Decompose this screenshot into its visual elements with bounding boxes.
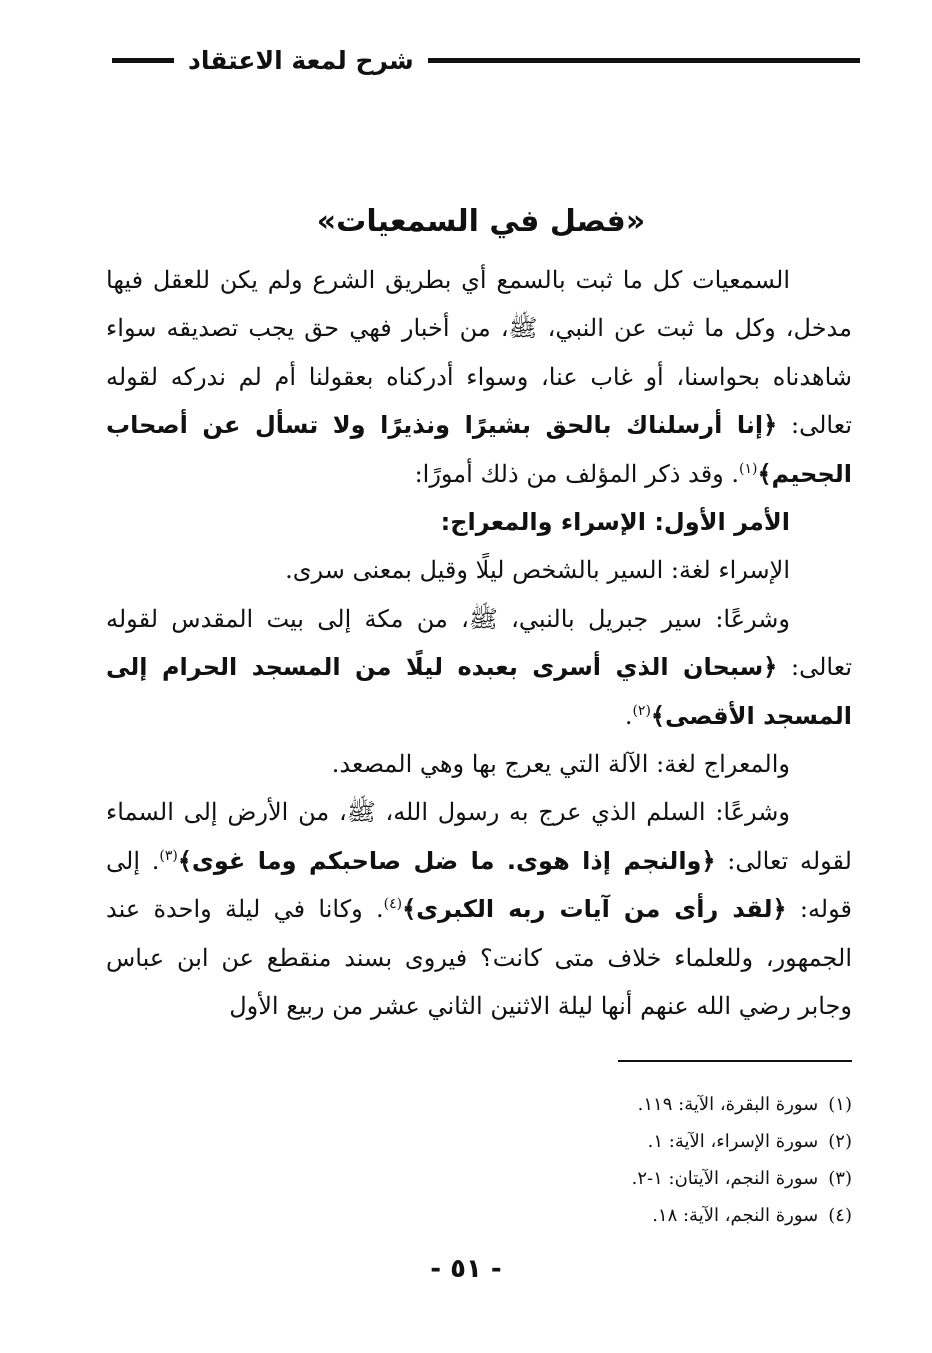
- paragraph-miraj-linguistic: والمعراج لغة: الآلة التي يعرج بها وهي المصعد.: [331, 750, 790, 779]
- paragraph-text: . إلى قوله:: [106, 846, 852, 924]
- paragraph-isra-linguistic: الإسراء لغة: السير بالشخص ليلًا وقيل بمعنى سرى.: [285, 556, 790, 585]
- quran-quote: ﴿إنا أرسلناك بالحق بشيرًا ونذيرًا ولا تسأل عن أصحاب الجحيم﴾: [106, 411, 852, 488]
- paragraph-text: وشرعًا: سير جبريل بالنبي، ﷺ، من مكة إلى بيت المقدس لقوله تعالى:: [106, 604, 852, 682]
- section-title: «فصل في السمعيات»: [316, 204, 646, 239]
- footnote-item: [300, 1197, 852, 1234]
- running-header: [112, 40, 860, 80]
- quran-quote: ﴿لقد رأى من آيات ربه الكبرى﴾: [402, 895, 787, 924]
- footnotes: [300, 1086, 852, 1234]
- footnote-item: [300, 1086, 852, 1123]
- quran-quote: ﴿سبحان الذي أسرى بعبده ليلًا من المسجد الحرام إلى المسجد الأقصى﴾: [106, 653, 852, 730]
- paragraph-text: وشرعًا: السلم الذي عرج به رسول الله، ﷺ، من الأرض إلى السماء لقوله تعالى:: [106, 798, 852, 875]
- paragraph-definition: [106, 256, 852, 498]
- paragraph-miraj-legal: [106, 788, 852, 1030]
- footnote-number: (٤): [828, 1205, 852, 1226]
- footnote-text: سورة البقرة، الآية: ١١٩.: [637, 1094, 819, 1115]
- footnote-marker: (٤): [383, 896, 403, 913]
- paragraph-text: السمعيات كل ما ثبت بالسمع أي بطريق الشرع ولم يكن للعقل فيها مدخل، وكل ما ثبت عن النبي، ﷺ، من أخبار فهي حق يجب تصديقه سواء شاهدناه بحواسنا، أو غاب عنا، وسواء أدركناه بعقولنا أم لم ندركه لقوله تعالى:: [106, 266, 853, 440]
- subheading-first-matter: الأمر الأول: الإسراء والمعراج:: [440, 508, 790, 537]
- footnote-marker: (٢): [632, 702, 651, 719]
- footnote-item: [300, 1160, 852, 1197]
- footnote-text: سورة الإسراء، الآية: ١.: [647, 1131, 819, 1152]
- paragraph-text: .: [624, 701, 633, 730]
- body-text: [106, 256, 852, 1031]
- header-rule-short: [112, 58, 174, 63]
- footnote-number: (٣): [828, 1168, 852, 1189]
- footnote-text: سورة النجم، الآية: ١٨.: [652, 1205, 819, 1226]
- paragraph-text: . وقد ذكر المؤلف من ذلك أمورًا:: [414, 459, 740, 488]
- quran-quote: ﴿والنجم إذا هوى. ما ضل صاحبكم وما غوى﴾: [177, 846, 716, 875]
- footnote-number: (٢): [828, 1131, 852, 1152]
- paragraph-isra-legal: [106, 595, 852, 740]
- header-rule-long: [428, 58, 860, 63]
- footnote-marker: (٣): [159, 847, 178, 864]
- footnote-text: سورة النجم، الآيتان: ١-٢.: [631, 1168, 819, 1189]
- paragraph-text: . وكانا في ليلة واحدة عند الجمهور، وللعلماء خلاف متى كانت؟ فيروى بسند منقطع عن ابن عباس وجابر رضي الله عنهم أنها ليلة الاثنين الثاني عشر من ربيع الأول: [106, 895, 852, 1021]
- footnote-marker: (١): [739, 460, 758, 477]
- footnote-item: [300, 1123, 852, 1160]
- footnote-separator: [618, 1060, 852, 1062]
- running-header-title: شرح لمعة الاعتقاد: [188, 45, 414, 75]
- footnote-number: (١): [828, 1094, 852, 1115]
- page-number: - ٥١ -: [430, 1254, 502, 1284]
